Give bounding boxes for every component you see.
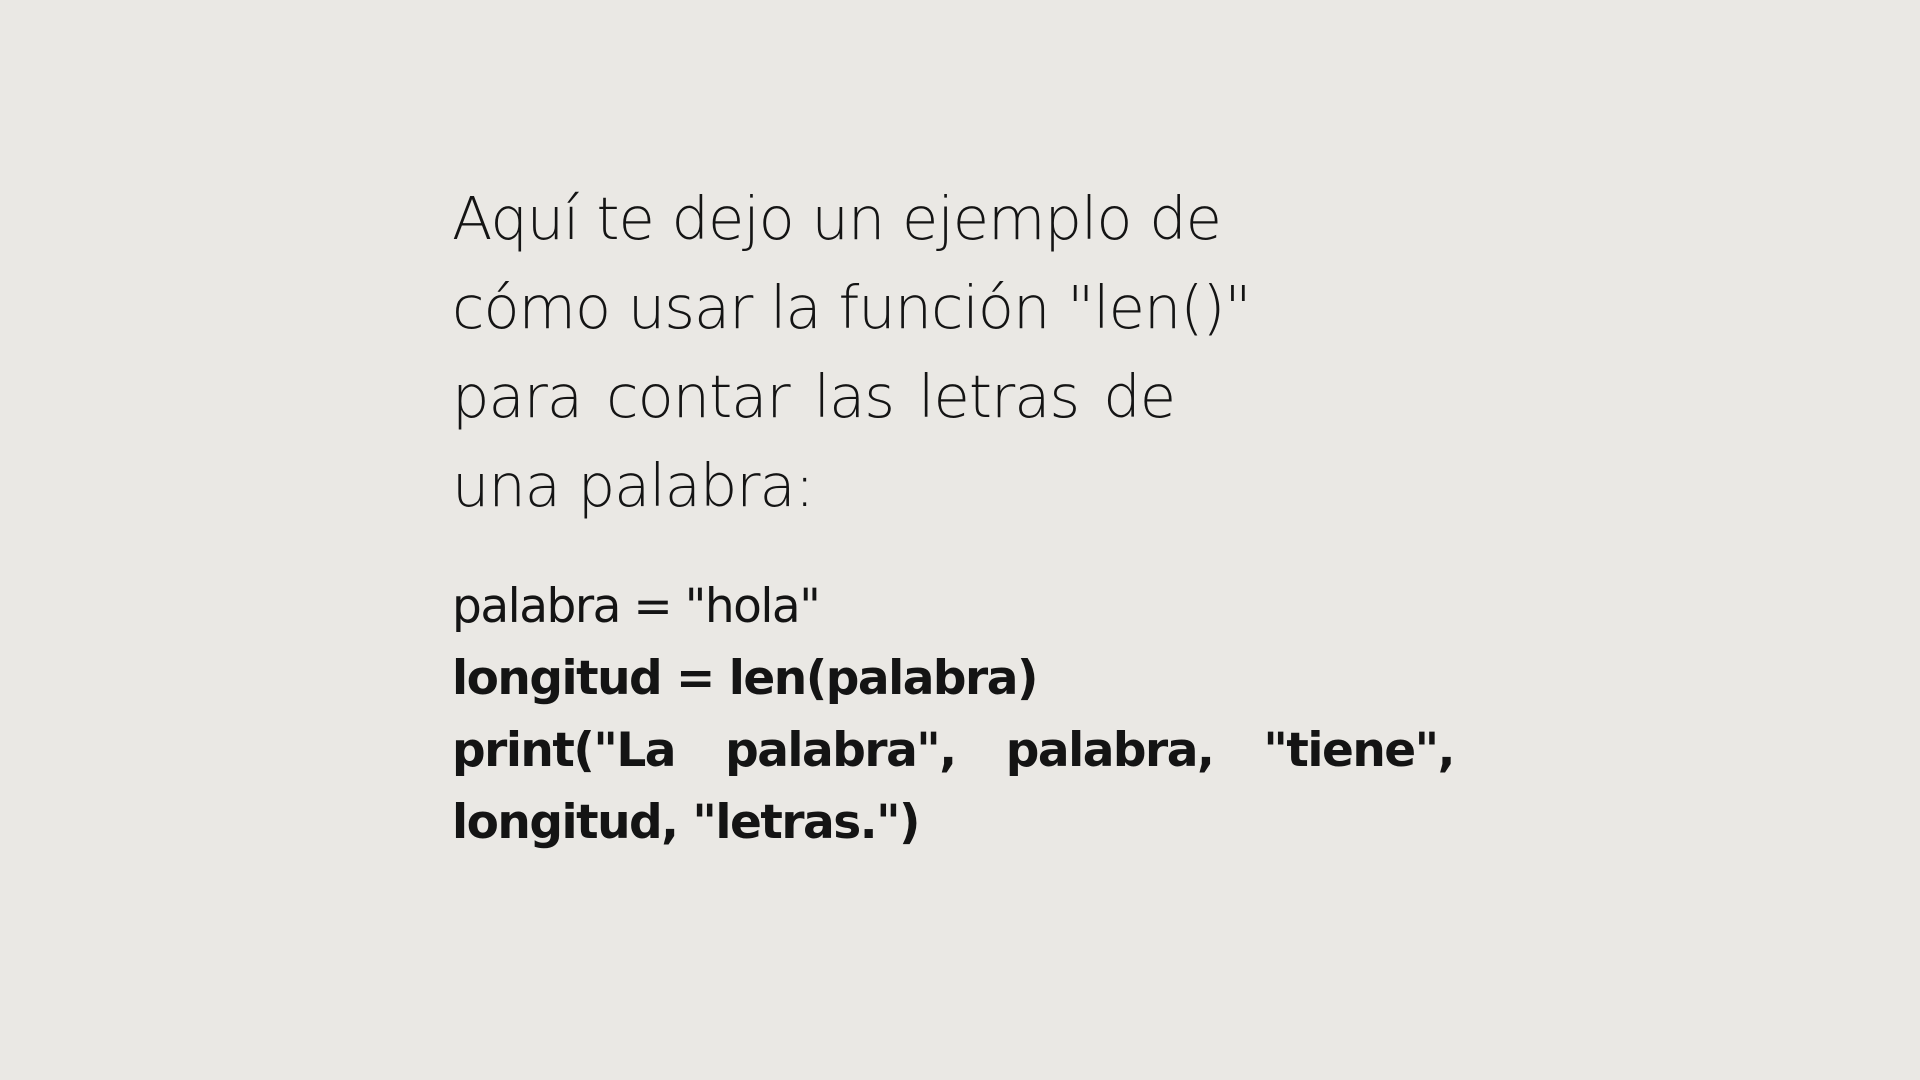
code-example: [452, 571, 1454, 859]
intro-paragraph: [452, 174, 1251, 530]
code-line-1: palabra = "hola": [452, 579, 820, 634]
intro-line-4: una palabra:: [452, 451, 814, 520]
intro-line-2: cómo usar la función "len()": [452, 273, 1251, 342]
intro-line-1: Aquí te dejo un ejemplo de: [452, 184, 1221, 253]
code-line-3: print("La palabra", palabra, "tiene",: [452, 723, 1454, 778]
code-line-4: longitud, "letras."): [452, 795, 920, 850]
intro-line-3: para contar las letras de: [452, 362, 1175, 431]
code-line-2: longitud = len(palabra): [452, 651, 1037, 706]
